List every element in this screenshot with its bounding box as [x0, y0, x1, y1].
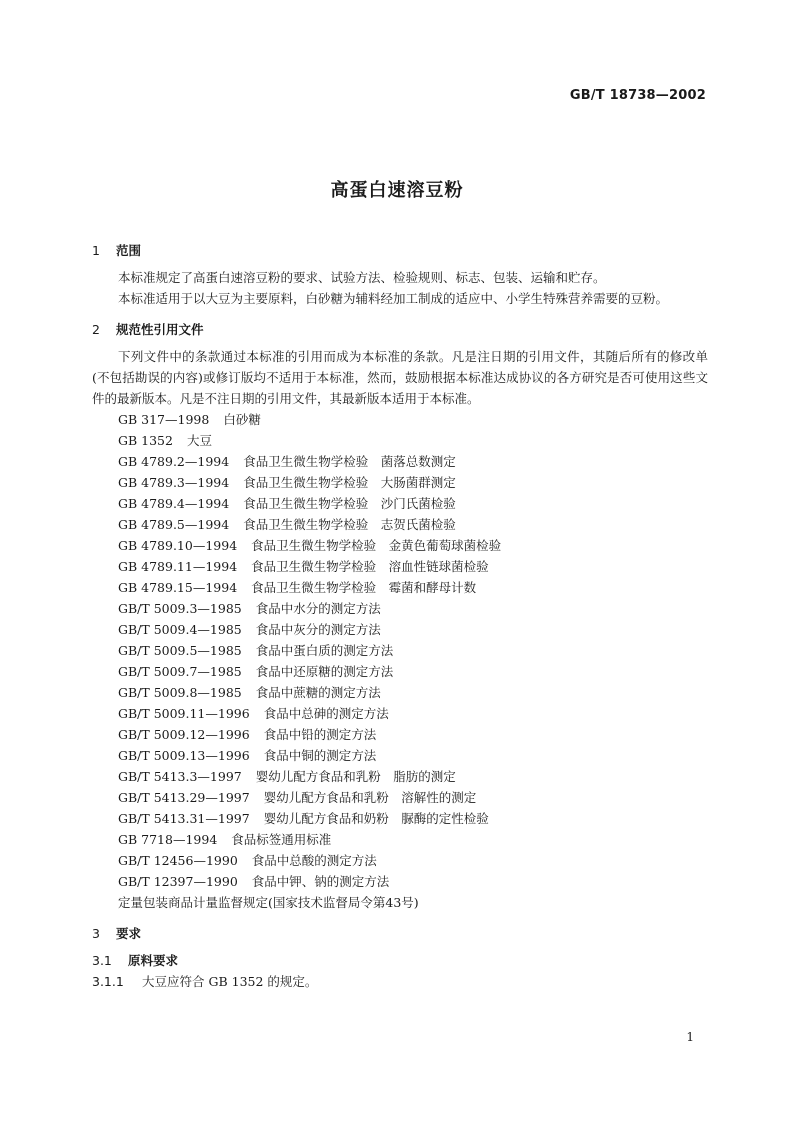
- reference-name: 食品中蔗糖的测定方法: [255, 685, 381, 700]
- reference-code: GB/T 5009.12—1996: [118, 727, 250, 742]
- reference-item: [92, 724, 708, 745]
- reference-name: 婴幼儿配方食品和乳粉 脂肪的测定: [255, 769, 456, 784]
- reference-item: [92, 556, 708, 577]
- subsection-3-1-heading: [92, 950, 708, 971]
- reference-code: GB 4789.11—1994: [118, 559, 238, 574]
- reference-item: [92, 703, 708, 724]
- reference-code: GB/T 5009.13—1996: [118, 748, 250, 763]
- reference-name: 食品中灰分的测定方法: [255, 622, 381, 637]
- reference-item: [92, 619, 708, 640]
- reference-item: [92, 577, 708, 598]
- scope-paragraph: 本标准规定了高蛋白速溶豆粉的要求、试验方法、检验规则、标志、包装、运输和贮存。: [118, 270, 606, 285]
- section-title: 范围: [116, 243, 142, 258]
- reference-code: GB 4789.2—1994: [118, 454, 230, 469]
- reference-name: 食品卫生微生物学检验 大肠菌群测定: [243, 475, 456, 490]
- reference-item: [92, 829, 708, 850]
- reference-code: GB/T 5009.7—1985: [118, 664, 242, 679]
- reference-item: [92, 787, 708, 808]
- reference-name: 食品卫生微生物学检验 霉菌和酵母计数: [251, 580, 477, 595]
- reference-name: 婴幼儿配方食品和奶粉 脲酶的定性检验: [263, 811, 489, 826]
- reference-code: GB/T 12397—1990: [118, 874, 238, 889]
- reference-item: [92, 514, 708, 535]
- clause-number: 3.1.1: [92, 974, 124, 989]
- reference-item: [92, 766, 708, 787]
- reference-name: 大豆: [186, 433, 212, 448]
- reference-code: GB/T 5009.8—1985: [118, 685, 242, 700]
- document-body: [92, 240, 708, 992]
- reference-code: GB 4789.10—1994: [118, 538, 238, 553]
- reference-item: [92, 682, 708, 703]
- reference-item: [92, 892, 708, 913]
- reference-code: GB 317—1998: [118, 412, 210, 427]
- reference-name: 食品标签通用标准: [231, 832, 332, 847]
- reference-item: [92, 409, 708, 430]
- scope-paragraph: 本标准适用于以大豆为主要原料，白砂糖为辅料经加工制成的适应中、小学生特殊营养需要的豆粉。: [118, 291, 669, 306]
- standard-code: GB/T 18738—2002: [569, 88, 706, 103]
- reference-code: GB/T 5413.29—1997: [118, 790, 250, 805]
- reference-name: 食品中水分的测定方法: [255, 601, 381, 616]
- reference-code: GB 4789.3—1994: [118, 475, 230, 490]
- reference-name: 食品中还原糖的测定方法: [255, 664, 394, 679]
- reference-item: [92, 745, 708, 766]
- reference-list: [92, 409, 708, 913]
- reference-item: [92, 535, 708, 556]
- reference-name: 婴幼儿配方食品和乳粉 溶解性的测定: [263, 790, 477, 805]
- reference-code: GB 1352: [118, 433, 173, 448]
- reference-item: [92, 430, 708, 451]
- reference-code: GB/T 5009.3—1985: [118, 601, 242, 616]
- reference-item: [92, 871, 708, 892]
- reference-name: 食品卫生微生物学检验 金黄色葡萄球菌检验: [251, 538, 502, 553]
- section-number: 3: [92, 926, 100, 941]
- reference-item: [92, 661, 708, 682]
- reference-code: GB/T 5413.31—1997: [118, 811, 250, 826]
- subsection-title: 原料要求: [128, 953, 179, 968]
- reference-code: GB 4789.5—1994: [118, 517, 230, 532]
- section-1-heading: [92, 240, 708, 261]
- reference-name: 食品卫生微生物学检验 志贺氏菌检验: [243, 517, 456, 532]
- document-title: 高蛋白速溶豆粉: [330, 180, 464, 201]
- reference-item: [92, 493, 708, 514]
- reference-item: [92, 850, 708, 871]
- reference-code: GB 4789.15—1994: [118, 580, 238, 595]
- page-number: 1: [686, 1030, 694, 1044]
- clause-text: 大豆应符合 GB 1352 的规定。: [142, 974, 318, 989]
- reference-item: [92, 451, 708, 472]
- reference-name: 食品中总砷的测定方法: [263, 706, 389, 721]
- clause-3-1-1: [92, 971, 708, 992]
- reference-name: 食品卫生微生物学检验 溶血性链球菌检验: [251, 559, 489, 574]
- section-title: 要求: [116, 926, 142, 941]
- reference-code: GB 4789.4—1994: [118, 496, 230, 511]
- section-number: 1: [92, 243, 100, 258]
- reference-code: GB/T 5009.11—1996: [118, 706, 250, 721]
- reference-name: 食品中总酸的测定方法: [251, 853, 377, 868]
- reference-code: GB/T 12456—1990: [118, 853, 238, 868]
- reference-name: 白砂糖: [223, 412, 261, 427]
- reference-name: 食品中铜的测定方法: [263, 748, 377, 763]
- reference-item: [92, 472, 708, 493]
- references-intro: 下列文件中的条款通过本标准的引用而成为本标准的条款。凡是注日期的引用文件，其随后所有的修改单(不包括勘误的内容)或修订版均不适用于本标准，然而，鼓励根据本标准达成协议的各方研究是否可使用这些文件的最新版本。凡是不注日期的引用文件，其最新版本适用于本标准。: [92, 349, 708, 406]
- reference-name: 食品中钾、钠的测定方法: [251, 874, 390, 889]
- reference-name: 食品中蛋白质的测定方法: [255, 643, 394, 658]
- section-number: 2: [92, 322, 100, 337]
- section-2-heading: [92, 319, 708, 340]
- reference-item: [92, 640, 708, 661]
- subsection-number: 3.1: [92, 953, 112, 968]
- section-title: 规范性引用文件: [116, 322, 204, 337]
- section-3-heading: [92, 923, 708, 944]
- reference-name: 食品卫生微生物学检验 沙门氏菌检验: [243, 496, 456, 511]
- reference-item: [92, 598, 708, 619]
- reference-code: GB/T 5009.4—1985: [118, 622, 242, 637]
- reference-code: GB/T 5009.5—1985: [118, 643, 242, 658]
- reference-code: GB 7718—1994: [118, 832, 218, 847]
- reference-item: [92, 808, 708, 829]
- reference-name: 食品卫生微生物学检验 菌落总数测定: [243, 454, 456, 469]
- reference-name: 食品中铅的测定方法: [263, 727, 377, 742]
- reference-name: 定量包装商品计量监督规定(国家技术监督局令第43号): [118, 895, 419, 910]
- reference-code: GB/T 5413.3—1997: [118, 769, 242, 784]
